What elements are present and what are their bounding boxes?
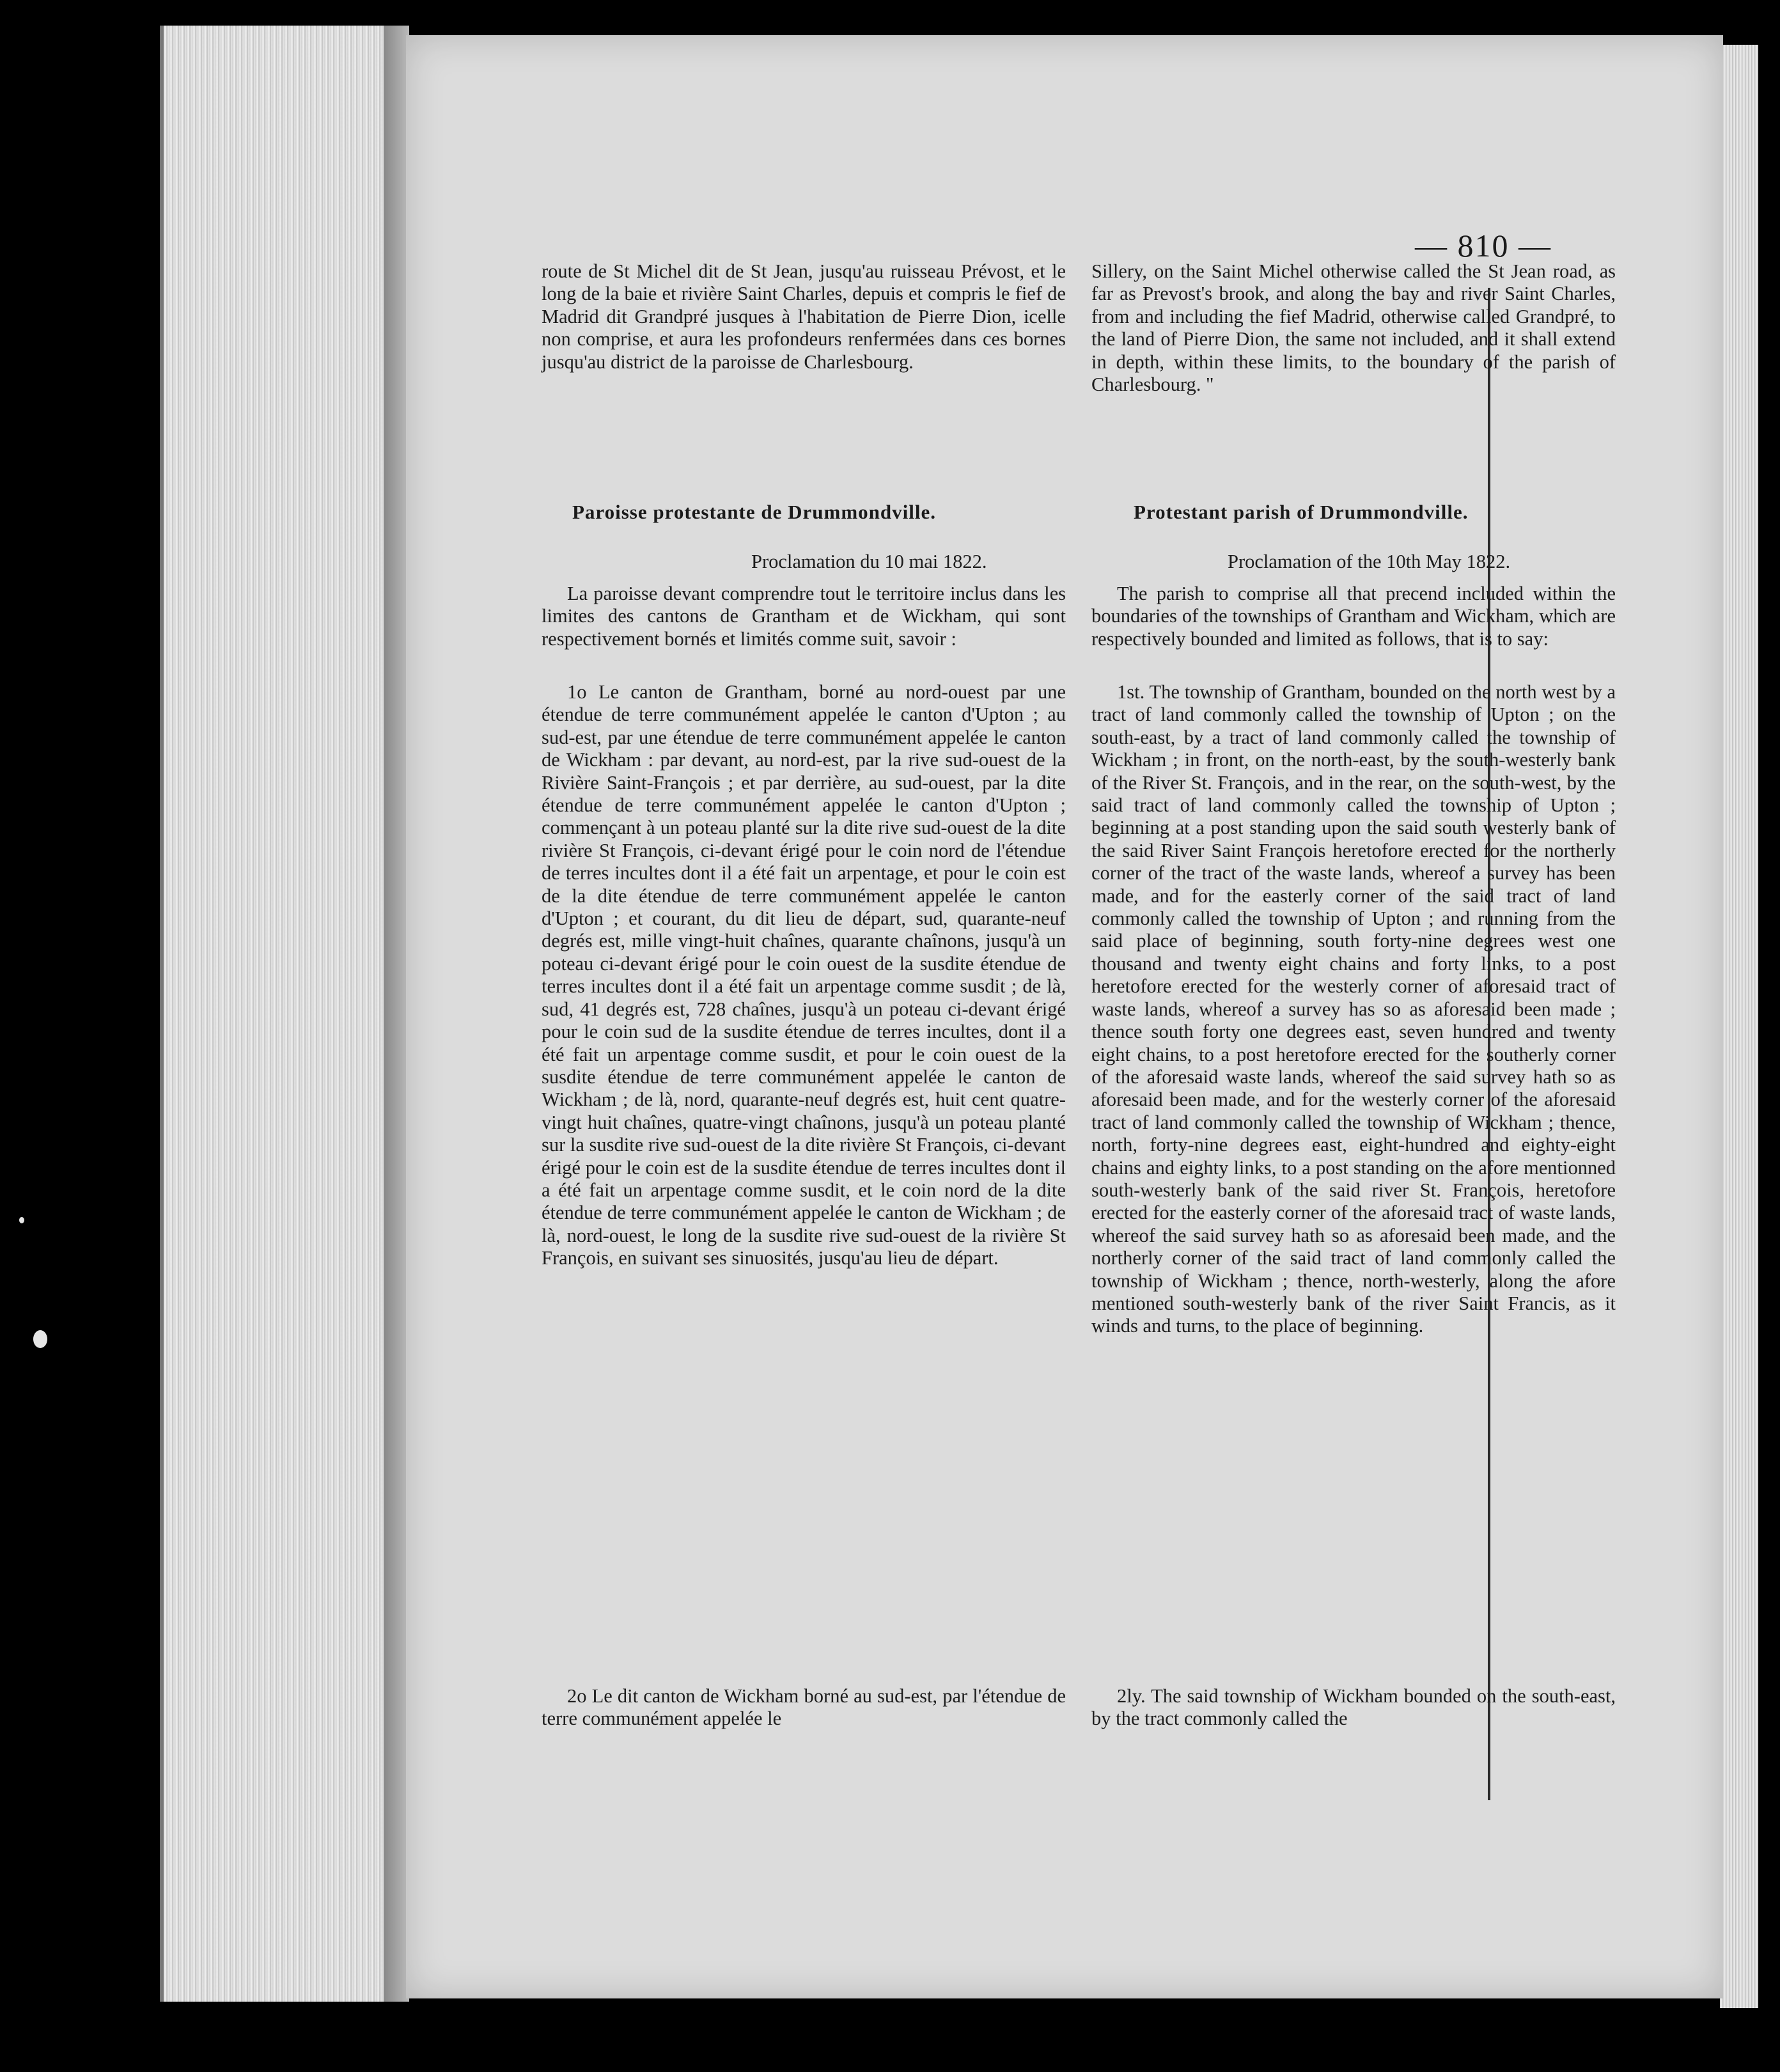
right-page-edges [1720,45,1758,2008]
english-paragraph-1 [1091,681,1616,1338]
french-paragraph-2-text: 2o Le dit canton de Wickham borné au sud-est, par l'étendue de terre communément appelée le [542,1685,1066,1730]
english-heading: Protestant parish of Drummondville. [1134,501,1469,523]
english-paragraph-2-text: 2ly. The said township of Wickham bounded on the south-east, by the tract commonly called the [1091,1685,1616,1730]
french-intro [542,583,1066,650]
scan-speck [19,1217,24,1223]
french-intro-text: La paroisse devant comprendre tout le territoire inclus dans les limites des cantons de Grantham et de Wickham, qui sont respectivement bornés et limités comme suit, savoir : [542,583,1066,650]
english-continuation-text: Sillery, on the Saint Michel otherwise called the St Jean road, as far as Prevost's brook, and along the bay and river Saint Charles, from and including the fief Madrid, otherwise called Grandpré, to the land of Pierre Dion, the same not included, and it shall extend in depth, within these limits, to the boundary of the parish of Charlesbourg. " [1091,260,1616,396]
french-proclamation: Proclamation du 10 mai 1822. [751,551,987,572]
french-continuation [542,260,1066,373]
scan-speck [33,1330,47,1348]
english-continuation [1091,260,1616,396]
english-intro-text: The parish to comprise all that precend included within the boundaries of the townships of Grantham and Wickham, which are respectively bounded and limited as follows, that is to say: [1091,583,1616,650]
english-paragraph-2 [1091,1685,1616,1731]
french-paragraph-1-text: 1o Le canton de Grantham, borné au nord-ouest par une étendue de terre communément appelée le canton d'Upton ; au sud-est, par une étendue de terre communément appelée le canton de Wickham : par devant, au nord-est, par la rive sud-ouest de la Rivière Saint-François ; et par derrière, au sud-ouest, par la dite étendue de terre communément appelée le canton d'Upton ; commençant à un poteau planté sur la dite rive sud-ouest de la dite rivière St François, ci-devant érigé pour le coin nord de l'étendue de terres incultes dont il a été fait un arpentage, et pour le coin est de la dite étendue de terre communément appelée le canton d'Upton ; et courant, du dit lieu de départ, sud, quarante-neuf degrés est, mille vingt-huit chaînes, quarante chaînons, jusqu'à un poteau ci-devant érigé pour le coin ouest de la susdite étendue de terres incultes dont il a été fait un arpentage comme susdit ; de là, sud, 41 degrés est, 728 chaînes, jusqu'à un poteau ci-devant érigé pour le coin sud de la susdite étendue de terres incultes, dont il a été fait un arpentage comme susdit, et pour le coin ouest de la susdite étendue de terre communément appelée le canton de Wickham ; de là, nord, quarante-neuf degrés est, huit cent quatre-vingt huit chaînes, quatre-vingt chaînons, jusqu'à un poteau planté sur la susdite rive sud-ouest de la dite rivière St François, ci-devant érigé pour le coin est de la susdite étendue de terres incultes dont il a été fait un arpentage comme susdit, et le coin nord de la dite étendue de terre communément appelée le canton de Wickham ; de là, nord-ouest, le long de la susdite rive sud-ouest de la rivière St François, en suivant ses sinuosités, jusqu'au lieu de départ. [542,681,1066,1269]
english-proclamation: Proclamation of the 10th May 1822. [1228,551,1511,572]
book-page-edges [160,26,407,2002]
english-intro [1091,583,1616,650]
page-number: — 810 — [1415,228,1552,263]
french-heading: Paroisse protestante de Drummondville. [572,501,936,523]
english-paragraph-1-text: 1st. The township of Grantham, bounded on the north west by a tract of land commonly called the township of Upton ; on the south-east, by a tract of land commonly called the township of Wickham ; in front, on the north-east, by the south-westerly bank of the River St. François, and in the rear, on the south-west, by the said tract of land commonly called the township of Upton ; beginning at a post standing upon the said south westerly bank of the said River Saint François heretofore erected for the northerly corner of the tract of the waste lands, whereof a survey has been made, and for the easterly corner of the said tract of land commonly called the township of Upton ; and running from the said place of beginning, south forty-nine degrees west one thousand and twenty eight chains and forty links, to a post heretofore erected for the westerly corner of aforesaid tract of waste lands, whereof a survey has so as aforesaid been made ; thence south forty one degrees east, seven hundred and twenty eight chains, to a post heretofore erected for the southerly corner of the aforesaid waste lands, whereof the said survey hath so as aforesaid been made, and for the westerly corner of the aforesaid tract of land commonly called the township of Wickham ; thence, north, forty-nine degrees east, eight-hundred and eighty-eight chains and eighty links, to a post standing on the afore mentionned south-westerly bank of the said river St. François, heretofore erected for the easterly corner of the aforesaid tract of waste lands, whereof the said survey hath so as aforesaid been made, and the northerly corner of the said tract of land commonly called the township of Wickham ; thence, north-westerly, along the afore mentioned south-westerly bank of the river Saint Francis, as it winds and turns, to the place of beginning. [1091,681,1616,1337]
book-page [406,35,1723,1998]
french-paragraph-1 [542,681,1066,1270]
french-paragraph-2 [542,1685,1066,1731]
gutter-shadow [384,26,409,2002]
french-continuation-text: route de St Michel dit de St Jean, jusqu'au ruisseau Prévost, et le long de la baie et rivière Saint Charles, depuis et compris le fief de Madrid dit Grandpré jusques à l'habitation de Pierre Dion, icelle non comprise, et aura les profondeurs renfermées dans ces bornes jusqu'au district de la paroisse de Charlesbourg. [542,260,1066,373]
